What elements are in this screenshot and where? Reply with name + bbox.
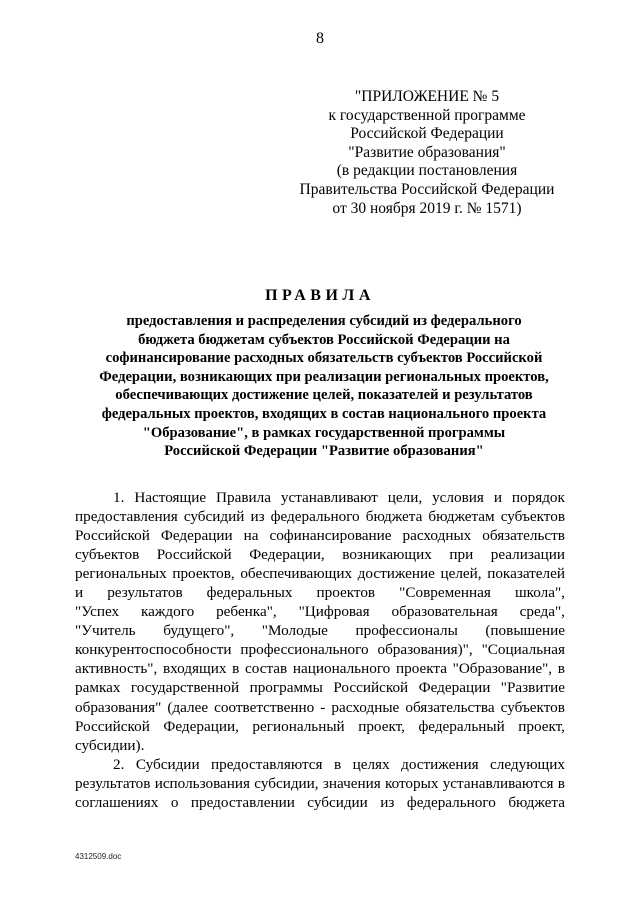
body-text bbox=[75, 488, 565, 812]
word: устанавливаются bbox=[442, 774, 554, 792]
text-line bbox=[75, 698, 565, 717]
text-line bbox=[75, 774, 565, 793]
text-line bbox=[75, 545, 565, 564]
word: расходных bbox=[402, 527, 472, 545]
word: показателей bbox=[487, 565, 565, 583]
word: достижение bbox=[357, 565, 435, 583]
word: целей, bbox=[440, 565, 482, 583]
text-line bbox=[75, 755, 565, 774]
word: состав bbox=[244, 660, 288, 678]
word: субсидий bbox=[183, 508, 245, 526]
text-line bbox=[75, 736, 565, 755]
word: и bbox=[75, 584, 84, 602]
word: устанавливают bbox=[280, 489, 378, 506]
word: предоставлении bbox=[190, 793, 295, 811]
paragraph-1 bbox=[75, 488, 565, 755]
word: 2. bbox=[113, 755, 125, 773]
word: значения bbox=[322, 774, 381, 792]
text-line bbox=[75, 488, 565, 507]
word: из bbox=[380, 793, 395, 811]
word: предоставления bbox=[75, 508, 178, 526]
subtitle-line: федеральных проектов, входящих в состав национального проекта bbox=[101, 405, 547, 422]
appendix-header bbox=[282, 88, 572, 218]
word: соглашениях bbox=[75, 793, 159, 811]
paragraph-2 bbox=[75, 755, 565, 812]
word: достижения bbox=[401, 755, 479, 773]
word: проект, bbox=[358, 717, 405, 735]
word: о bbox=[170, 793, 179, 811]
word: "Успех bbox=[75, 603, 120, 621]
word: реализации bbox=[490, 546, 565, 564]
word: региональный bbox=[252, 717, 345, 735]
word: входящих bbox=[162, 660, 227, 678]
word: обязательств bbox=[482, 527, 565, 545]
word: федеральный bbox=[418, 717, 505, 735]
word: целях bbox=[352, 755, 390, 773]
subtitle-line: Федерации, возникающих при реализации региональных проектов, bbox=[99, 368, 549, 385]
word: Российской bbox=[75, 527, 150, 545]
word: "Цифровая bbox=[298, 603, 370, 621]
text-line bbox=[75, 640, 565, 659]
word: результатов bbox=[107, 584, 183, 602]
word: в bbox=[557, 774, 565, 792]
word: субсидии, bbox=[254, 774, 319, 792]
text-line bbox=[75, 621, 565, 640]
word: Федерации, bbox=[249, 546, 325, 564]
word: "Образование", bbox=[452, 660, 553, 678]
word: следующих bbox=[490, 755, 565, 773]
word: региональных bbox=[75, 565, 167, 583]
word: субсидии bbox=[307, 793, 368, 811]
appendix-line: (в редакции постановления bbox=[336, 162, 518, 180]
appendix-line: от 30 ноября 2019 г. № 1571) bbox=[332, 199, 522, 217]
text-line bbox=[75, 526, 565, 545]
word: национального bbox=[292, 660, 391, 678]
word: федерального bbox=[406, 793, 496, 811]
appendix-line: "Развитие образования" bbox=[348, 143, 506, 161]
word: школа", bbox=[514, 584, 565, 602]
word: софинансирование bbox=[269, 527, 392, 545]
word: Федерации bbox=[418, 679, 491, 697]
word: Настоящие bbox=[134, 489, 207, 506]
word: (далее bbox=[167, 698, 209, 716]
word: проекта bbox=[395, 660, 447, 678]
word: на bbox=[243, 527, 259, 545]
subtitle-line: "Образование", в рамках государственной программы bbox=[142, 424, 506, 441]
word: "Современная bbox=[399, 584, 491, 602]
word: "Развитие bbox=[500, 679, 565, 697]
word: профессионального bbox=[240, 641, 369, 659]
word: порядок bbox=[511, 489, 565, 506]
word: в bbox=[333, 755, 342, 773]
word: предоставляются bbox=[211, 755, 323, 773]
word: обеспечивающих bbox=[240, 565, 353, 583]
word: Российской bbox=[156, 546, 232, 564]
text-line bbox=[75, 583, 565, 602]
document-subtitle bbox=[88, 312, 560, 461]
word: образования" bbox=[75, 698, 162, 716]
word: и bbox=[493, 489, 502, 506]
word: бюджета bbox=[365, 508, 423, 526]
word: среда", bbox=[519, 603, 565, 621]
word: субъектов bbox=[500, 508, 565, 526]
word: государственной bbox=[130, 679, 240, 697]
word: расходные bbox=[331, 698, 400, 716]
subtitle-line: софинансирование расходных обязательств субъектов Российской bbox=[105, 350, 543, 367]
word: проектов, bbox=[172, 565, 235, 583]
word: цели, bbox=[387, 489, 423, 506]
word: Федерации bbox=[160, 527, 233, 545]
text-line bbox=[75, 717, 565, 736]
word: "Молодые bbox=[261, 622, 328, 640]
word: бюджета bbox=[508, 793, 565, 811]
word: проект, bbox=[518, 717, 565, 735]
appendix-line: к государственной программе bbox=[328, 106, 526, 124]
word: "Учитель bbox=[75, 622, 136, 640]
word: федеральных bbox=[206, 584, 293, 602]
word: каждого bbox=[141, 603, 195, 621]
word: Российской bbox=[333, 679, 409, 697]
word: конкурентоспособности bbox=[75, 641, 232, 659]
word: которых bbox=[385, 774, 439, 792]
word: из bbox=[250, 508, 265, 526]
word: результатов bbox=[75, 774, 151, 792]
word: - bbox=[320, 698, 326, 716]
word: субъектов bbox=[75, 546, 140, 564]
word: в bbox=[232, 660, 240, 678]
word: образовательная bbox=[391, 603, 498, 621]
word: в bbox=[557, 660, 565, 678]
word: активность", bbox=[75, 660, 158, 678]
word: образования)", bbox=[377, 641, 473, 659]
word: Правила bbox=[216, 489, 271, 506]
word: "Социальная bbox=[481, 641, 565, 659]
word: при bbox=[449, 546, 474, 564]
subtitle-line: обеспечивающих достижение целей, показателей и результатов bbox=[115, 387, 533, 404]
document-title: ПРАВИЛА bbox=[265, 287, 375, 304]
word: ребенка", bbox=[216, 603, 277, 621]
word: обязательства bbox=[405, 698, 495, 716]
word: соответственно bbox=[214, 698, 315, 716]
word: 1. bbox=[113, 489, 125, 506]
text-line bbox=[75, 564, 565, 583]
text-line bbox=[75, 507, 565, 526]
text-line bbox=[75, 602, 565, 621]
word: субъектов bbox=[500, 698, 565, 716]
word: будущего", bbox=[163, 622, 235, 640]
subtitle-line: бюджета бюджетам субъектов Российской Федерации на bbox=[138, 331, 510, 348]
appendix-line: Российской Федерации bbox=[350, 125, 504, 143]
word: условия bbox=[432, 489, 484, 506]
text-line bbox=[75, 678, 565, 697]
page-number: 8 bbox=[316, 30, 324, 47]
footer-file-code: 4312509.doc bbox=[75, 852, 122, 861]
word: (повышение bbox=[485, 622, 565, 640]
word: бюджетам bbox=[428, 508, 495, 526]
text-line bbox=[75, 793, 565, 812]
word: Российской bbox=[75, 717, 150, 735]
word: субсидии). bbox=[75, 736, 145, 754]
subtitle-line: предоставления и распределения субсидий из федерального bbox=[126, 313, 522, 329]
word: Федерации, bbox=[163, 717, 239, 735]
word: федерального bbox=[270, 508, 360, 526]
appendix-line: "ПРИЛОЖЕНИЕ № 5 bbox=[354, 88, 500, 105]
appendix-line: Правительства Российской Федерации bbox=[299, 180, 555, 198]
word: рамках bbox=[75, 679, 121, 697]
word: профессионалы bbox=[355, 622, 458, 640]
word: программы bbox=[249, 679, 323, 697]
word: Субсидии bbox=[135, 755, 200, 773]
subtitle-line: Российской Федерации "Развитие образования" bbox=[164, 443, 484, 460]
text-line bbox=[75, 659, 565, 678]
word: возникающих bbox=[342, 546, 432, 564]
word: использования bbox=[154, 774, 251, 792]
word: проектов bbox=[316, 584, 376, 602]
